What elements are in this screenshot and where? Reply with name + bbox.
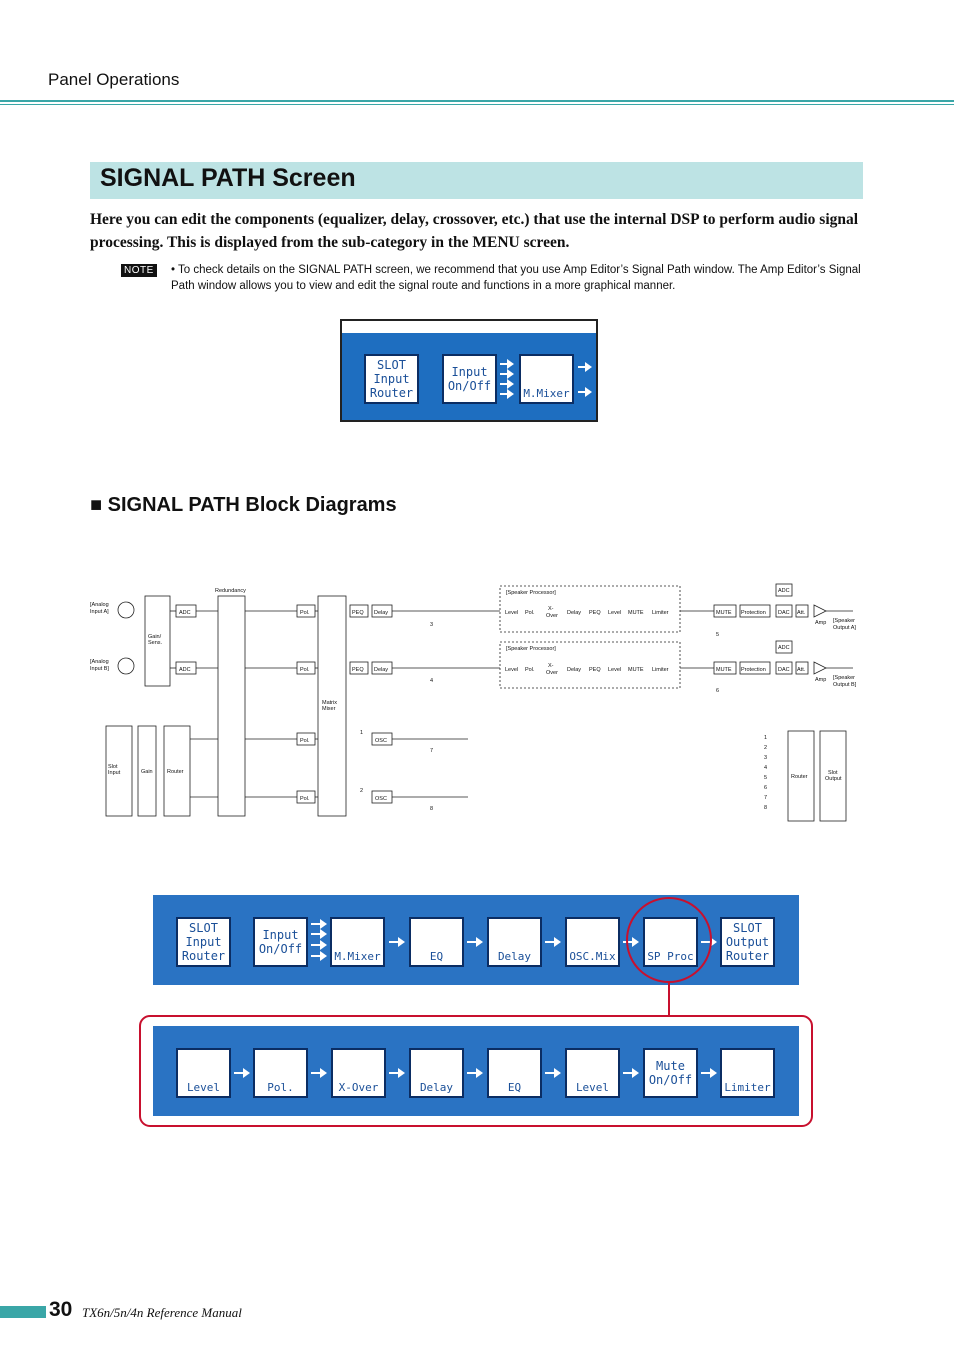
- svg-text:[Speaker: [Speaker: [833, 618, 856, 624]
- lcd-block-slot-input-router: SLOT Input Router: [364, 354, 419, 404]
- svg-text:Delay: Delay: [374, 610, 389, 616]
- arrow-icon: [500, 393, 512, 395]
- arrow-icon: [389, 1072, 403, 1074]
- svg-text:Output: Output: [825, 776, 842, 782]
- svg-text:Protection: Protection: [741, 610, 766, 616]
- signal-path-block-diagram: [88, 578, 870, 828]
- arrow-icon: [701, 1072, 715, 1074]
- svg-text:Output A]: Output A]: [833, 625, 856, 631]
- lcd-block-crossover[interactable]: X-Over: [331, 1048, 386, 1098]
- arrow-icon: [234, 1072, 248, 1074]
- svg-text:[Speaker Processor]: [Speaker Processor]: [506, 590, 556, 596]
- svg-text:Over: Over: [546, 670, 558, 676]
- svg-text:PEQ: PEQ: [352, 667, 364, 673]
- svg-text:Level: Level: [505, 610, 519, 616]
- svg-text:Att.: Att.: [797, 667, 806, 673]
- svg-text:DAC: DAC: [778, 667, 790, 673]
- svg-text:Pol.: Pol.: [300, 667, 310, 673]
- svg-text:4: 4: [764, 765, 768, 771]
- lcd-title-strip: [342, 321, 596, 333]
- svg-text:X-: X-: [548, 663, 554, 669]
- svg-text:PEQ: PEQ: [352, 610, 364, 616]
- svg-text:5: 5: [716, 632, 720, 638]
- svg-text:Input: Input: [108, 770, 121, 776]
- svg-text:Input B]: Input B]: [90, 666, 109, 672]
- svg-text:Pol.: Pol.: [300, 610, 310, 616]
- svg-text:8: 8: [430, 806, 434, 812]
- lcd-block-limiter[interactable]: Limiter: [720, 1048, 775, 1098]
- svg-text:MUTE: MUTE: [716, 610, 732, 616]
- svg-text:ADC: ADC: [179, 610, 191, 616]
- svg-text:OSC: OSC: [375, 796, 387, 802]
- svg-text:Mixer: Mixer: [322, 706, 336, 712]
- svg-text:Att.: Att.: [797, 610, 806, 616]
- svg-text:Pol.: Pol.: [525, 610, 535, 616]
- svg-text:ADC: ADC: [778, 645, 790, 651]
- svg-text:3: 3: [764, 755, 768, 761]
- svg-text:6: 6: [716, 688, 720, 694]
- lcd-block-sp-proc[interactable]: SP Proc: [643, 917, 698, 967]
- svg-text:Input A]: Input A]: [90, 609, 109, 615]
- svg-text:Pol.: Pol.: [300, 738, 310, 744]
- svg-text:Pol.: Pol.: [300, 796, 310, 802]
- lcd-block-delay[interactable]: Delay: [487, 917, 542, 967]
- lcd-block-input-onoff[interactable]: Input On/Off: [253, 917, 308, 967]
- arrow-icon: [311, 1072, 325, 1074]
- arrow-icon: [545, 1072, 559, 1074]
- svg-text:Protection: Protection: [741, 667, 766, 673]
- section-heading: Panel Operations: [48, 70, 180, 89]
- xlr-connector-icon: [118, 658, 134, 674]
- svg-text:Amp: Amp: [815, 620, 827, 626]
- svg-text:MUTE: MUTE: [716, 667, 732, 673]
- lcd-block-level[interactable]: Level: [176, 1048, 231, 1098]
- lcd-block-eq[interactable]: EQ: [409, 917, 464, 967]
- svg-text:Gain/: Gain/: [148, 634, 162, 640]
- lcd-block-matrix-mixer[interactable]: M.Mixer: [330, 917, 385, 967]
- arrow-icon: [623, 1072, 637, 1074]
- svg-text:3: 3: [430, 622, 434, 628]
- svg-text:2: 2: [360, 788, 364, 794]
- svg-text:Router: Router: [791, 774, 808, 780]
- arrow-icon: [500, 373, 512, 375]
- lcd-block-polarity[interactable]: Pol.: [253, 1048, 308, 1098]
- page-title: SIGNAL PATH Screen: [100, 164, 356, 192]
- svg-text:5: 5: [764, 775, 768, 781]
- arrow-icon: [467, 1072, 481, 1074]
- svg-text:Redundancy: Redundancy: [215, 588, 246, 594]
- svg-text:X-: X-: [548, 606, 554, 612]
- svg-text:PEQ: PEQ: [589, 667, 601, 673]
- svg-text:Limiter: Limiter: [652, 610, 669, 616]
- lcd-block-mute[interactable]: Mute On/Off: [643, 1048, 698, 1098]
- svg-text:1: 1: [764, 735, 768, 741]
- svg-text:Amp: Amp: [815, 677, 827, 683]
- svg-text:[Analog: [Analog: [90, 602, 109, 608]
- svg-text:2: 2: [764, 745, 768, 751]
- svg-text:1: 1: [360, 730, 364, 736]
- svg-text:8: 8: [764, 805, 768, 811]
- svg-text:Level: Level: [608, 610, 622, 616]
- note-badge: NOTE: [121, 264, 157, 277]
- svg-text:Slot: Slot: [108, 764, 118, 770]
- svg-text:Over: Over: [546, 613, 558, 619]
- svg-text:4: 4: [430, 678, 434, 684]
- svg-text:Output B]: Output B]: [833, 682, 857, 688]
- svg-text:Router: Router: [167, 769, 184, 775]
- arrow-icon: [578, 366, 590, 368]
- arrow-icon: [500, 363, 512, 365]
- svg-text:Matrix: Matrix: [322, 700, 337, 706]
- svg-text:[Speaker: [Speaker: [833, 675, 856, 681]
- lcd-block-eq[interactable]: EQ: [487, 1048, 542, 1098]
- svg-text:PEQ: PEQ: [589, 610, 601, 616]
- svg-text:Delay: Delay: [567, 667, 582, 673]
- svg-text:Sens.: Sens.: [148, 640, 163, 646]
- svg-text:7: 7: [430, 748, 434, 754]
- svg-text:Delay: Delay: [567, 610, 582, 616]
- lcd-block-level-2[interactable]: Level: [565, 1048, 620, 1098]
- svg-text:6: 6: [764, 785, 768, 791]
- lcd-block-input-onoff: Input On/Off: [442, 354, 497, 404]
- svg-text:Gain: Gain: [141, 769, 153, 775]
- header-rule: [0, 100, 954, 102]
- lcd-block-delay[interactable]: Delay: [409, 1048, 464, 1098]
- lcd-speaker-processor: [153, 1026, 799, 1116]
- svg-text:ADC: ADC: [778, 588, 790, 594]
- svg-text:Level: Level: [505, 667, 519, 673]
- intro-paragraph: Here you can edit the components (equalizer, delay, crossover, etc.) that use the internal DSP to perform audio signal processing. This is displayed from the sub-category in the MENU screen.: [90, 211, 859, 251]
- lcd-block-matrix-mixer: M.Mixer: [519, 354, 574, 404]
- svg-text:7: 7: [764, 795, 768, 801]
- note-text: • To check details on the SIGNAL PATH screen, we recommend that you use Amp Editor’s Signal Path window. The Amp Editor’s Signal Path window allows you to view and edit the signal route and functions in a more graphical manner.: [171, 264, 861, 292]
- arrow-icon: [578, 391, 590, 393]
- page-number: 30: [49, 1298, 73, 1321]
- svg-text:Delay: Delay: [374, 667, 389, 673]
- svg-text:Slot: Slot: [828, 770, 838, 776]
- lcd-block-slot-input-router[interactable]: SLOT Input Router: [176, 917, 231, 967]
- footer-bar: [0, 1306, 46, 1318]
- manual-title: TX6n/5n/4n Reference Manual: [82, 1305, 242, 1320]
- svg-text:DAC: DAC: [778, 610, 790, 616]
- svg-text:[Analog: [Analog: [90, 659, 109, 665]
- lcd-block-osc-mix[interactable]: OSC.Mix: [565, 917, 620, 967]
- block-diagram-heading: ■ SIGNAL PATH Block Diagrams: [90, 494, 397, 516]
- svg-text:MUTE: MUTE: [628, 610, 644, 616]
- xlr-connector-icon: [118, 602, 134, 618]
- arrow-icon: [500, 383, 512, 385]
- lcd-signal-path-preview: [340, 319, 598, 422]
- svg-text:MUTE: MUTE: [628, 667, 644, 673]
- svg-text:Pol.: Pol.: [525, 667, 535, 673]
- svg-text:Level: Level: [608, 667, 622, 673]
- svg-text:OSC: OSC: [375, 738, 387, 744]
- svg-text:ADC: ADC: [179, 667, 191, 673]
- lcd-block-slot-output-router[interactable]: SLOT Output Router: [720, 917, 775, 967]
- svg-text:[Speaker Processor]: [Speaker Processor]: [506, 646, 556, 652]
- header-rule-thin: [0, 104, 954, 105]
- svg-text:Limiter: Limiter: [652, 667, 669, 673]
